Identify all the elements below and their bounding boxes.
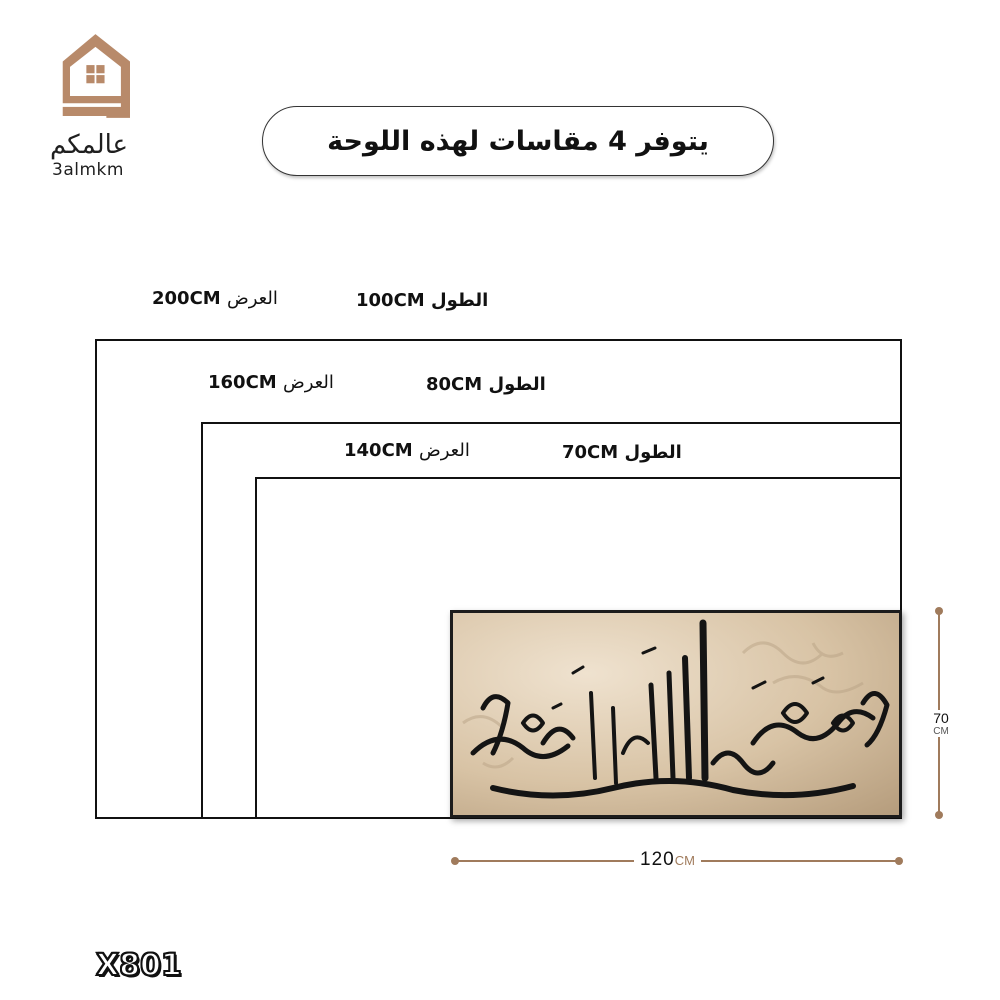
size-2-width-value: 160CM [208,372,277,393]
size-1-width-label: العرض [226,288,278,309]
size-3-length-label: الطول [624,442,682,463]
brand-name-arabic: عالمكم [50,130,129,160]
calligraphy-artwork [450,610,902,818]
size-3-width-label: العرض [418,440,470,461]
size-1-length-value: 100CM [356,290,425,311]
size-2-length-label: الطول [488,374,546,395]
height-value: 70 [933,710,949,726]
height-unit: CM [933,726,949,737]
size-1-width [152,288,278,309]
brand-house-logo [50,26,150,126]
brand-name-english: 3almkm [52,160,124,180]
calligraphy-image [453,613,899,815]
size-3-length-value: 70CM [562,442,619,463]
height-measure-label [926,710,956,737]
size-1-length [356,290,488,311]
size-2-length-value: 80CM [426,374,483,395]
width-measure-label [634,849,701,871]
width-unit: CM [674,853,695,868]
product-code: X801 [96,948,182,983]
sizes-headline: يتوفر 4 مقاسات لهذه اللوحة [262,106,774,176]
size-1-length-label: الطول [430,290,489,311]
size-3-width-value: 140CM [344,440,413,461]
width-value: 120 [640,849,675,870]
size-1-width-value: 200CM [152,288,221,309]
size-2-width-label: العرض [282,372,334,393]
